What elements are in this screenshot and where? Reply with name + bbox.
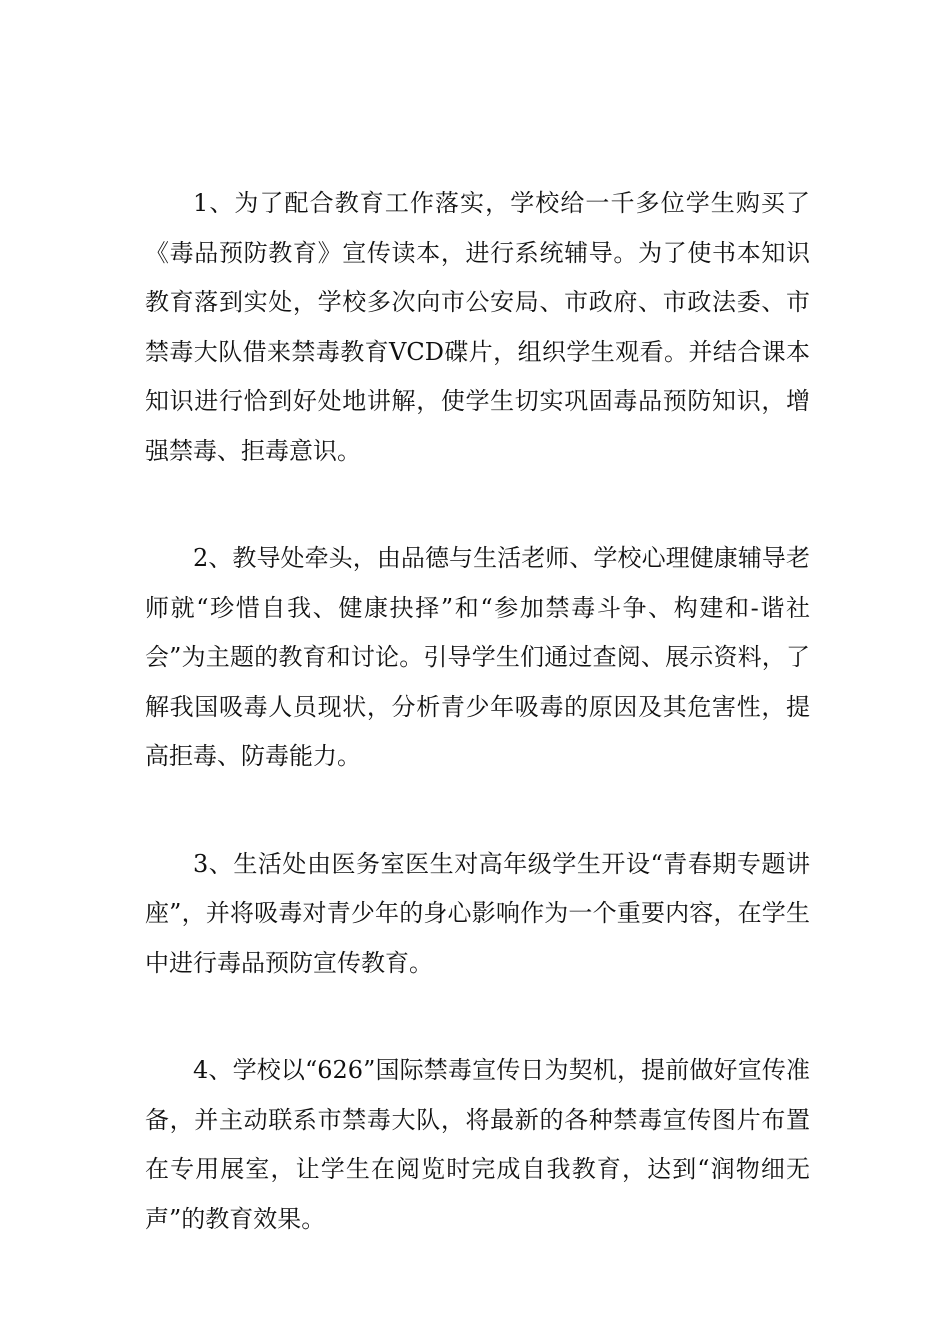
paragraph-4: 4、学校以“626”国际禁毒宣传日为契机，提前做好宣传准备，并主动联系市禁毒大队，将最新的各种禁毒宣传图片布置在专用展室，让学生在阅览时完成自我教育，达到“润物细无声”的教育效果。 <box>145 1056 810 1233</box>
paragraph-1: 1、为了配合教育工作落实，学校给一千多位学生购买了《毒品预防教育》宣传读本，进行系统辅导。为了使书本知识教育落到实处，学校多次向市公安局、市政府、市政法委、市禁毒大队借来禁毒教育VCD碟片，组织学生观看。并结合课本知识进行恰到好处地讲解，使学生切实巩固毒品预防知识，增强禁毒、拒毒意识。 <box>145 189 810 465</box>
paragraph-2: 2、教导处牵头，由品德与生活老师、学校心理健康辅导老师就“珍惜自我、健康抉择”和“参加禁毒斗争、构建和-谐社会”为主题的教育和讨论。引导学生们通过查阅、展示资料，了解我国吸毒人员现状，分析青少年吸毒的原因及其危害性，提高拒毒、防毒能力。 <box>145 544 810 770</box>
paragraph-3: 3、生活处由医务室医生对高年级学生开设“青春期专题讲座”，并将吸毒对青少年的身心影响作为一个重要内容，在学生中进行毒品预防宣传教育。 <box>145 849 810 977</box>
document-body <box>145 179 810 1244</box>
